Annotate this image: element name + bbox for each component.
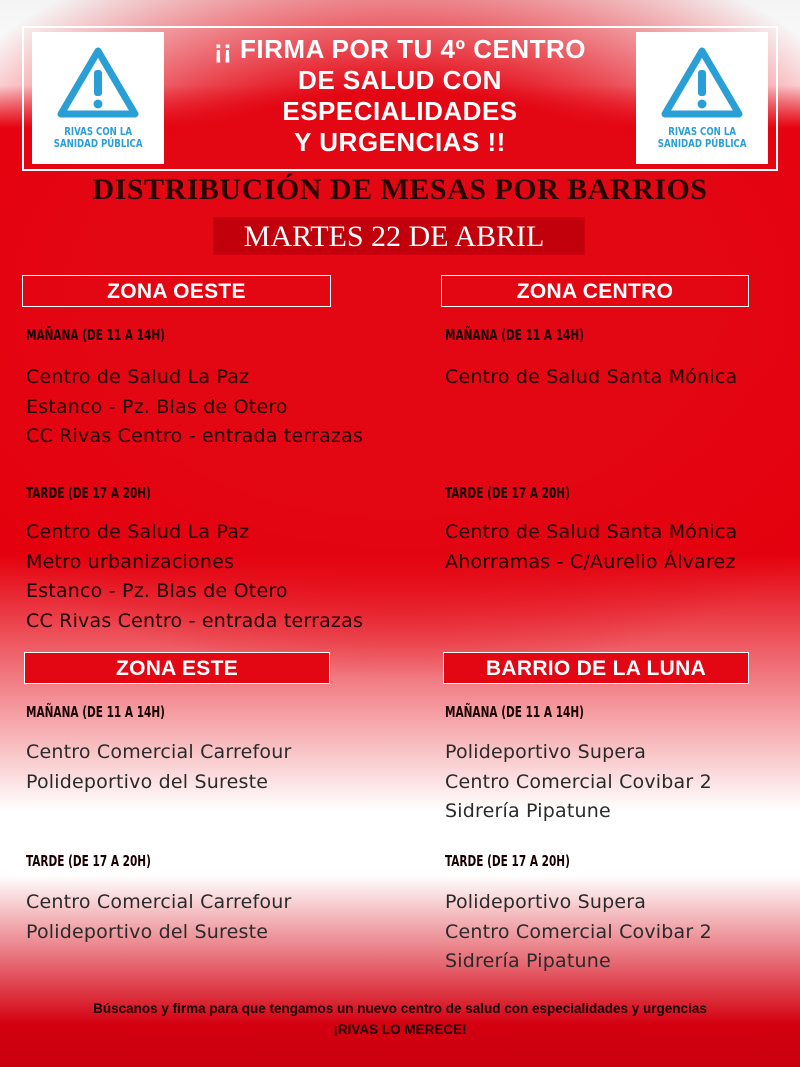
list-item: CC Rivas Centro - entrada terrazas: [26, 425, 364, 447]
footer-line-2: ¡RIVAS LO MERECE!: [333, 1022, 467, 1037]
list-item: Centro Comercial Covibar 2: [445, 770, 712, 793]
list-item: Centro de Salud La Paz: [26, 366, 250, 388]
zone-header-la-luna: BARRIO DE LA LUNA: [443, 652, 749, 684]
morning-list: [445, 738, 712, 827]
list-item: Centro de Salud Santa Mónica: [445, 521, 738, 543]
logo-right: [636, 32, 768, 164]
morning-list: [445, 363, 737, 393]
list-item: Polideportivo Supera: [445, 891, 647, 913]
list-item: Estanco - Pz. Blas de Otero: [26, 395, 288, 418]
afternoon-list: [445, 518, 737, 577]
footer-line-1: Búscanos y firma para que tengamos un nuevo centro de salud con especialidades y urgencias: [93, 1001, 707, 1016]
list-item: Centro Comercial Carrefour: [26, 891, 292, 913]
list-item: Centro de Salud La Paz: [26, 521, 250, 543]
list-item: Sidrería Pipatune: [445, 800, 611, 822]
morning-list: [26, 738, 292, 797]
afternoon-label: TARDE (DE 17 A 20H): [26, 484, 151, 502]
list-item: Polideportivo del Sureste: [26, 770, 269, 793]
logo-text: RIVAS CON LA SANIDAD PÚBLICA: [657, 126, 747, 150]
list-item: Estanco - Pz. Blas de Otero: [26, 580, 288, 602]
afternoon-list: [26, 888, 292, 947]
headline: ¡¡ FIRMA POR TU 4º CENTRO DE SALUD CON ESPECIALIDADES Y URGENCIAS !!: [213, 34, 587, 157]
warning-icon: [660, 46, 744, 120]
list-item: Centro Comercial Covibar 2: [445, 920, 712, 943]
afternoon-list: [445, 888, 712, 977]
zone-header-oeste: ZONA OESTE: [22, 275, 331, 307]
afternoon-label: TARDE (DE 17 A 20H): [445, 852, 570, 870]
logo-text: RIVAS CON LA SANIDAD PÚBLICA: [53, 126, 143, 150]
zone-header-centro: ZONA CENTRO: [441, 275, 749, 307]
morning-label: MAÑANA (DE 11 A 14H): [26, 703, 165, 721]
morning-label: MAÑANA (DE 11 A 14H): [26, 326, 165, 344]
afternoon-label: TARDE (DE 17 A 20H): [445, 484, 570, 502]
afternoon-label: TARDE (DE 17 A 20H): [26, 852, 151, 870]
afternoon-list: [26, 518, 363, 636]
morning-list: [26, 363, 363, 452]
list-item: CC Rivas Centro - entrada terrazas: [26, 609, 364, 632]
logo-left: [32, 32, 164, 164]
list-item: Polideportivo Supera: [445, 741, 647, 763]
page-title: DISTRIBUCIÓN DE MESAS POR BARRIOS: [92, 173, 708, 206]
list-item: Sidrería Pipatune: [445, 950, 611, 972]
morning-label: MAÑANA (DE 11 A 14H): [445, 326, 584, 344]
date-label: MARTES 22 DE ABRIL: [243, 220, 545, 253]
list-item: Metro urbanizaciones: [26, 550, 235, 573]
warning-icon: [56, 46, 140, 120]
zone-header-este: ZONA ESTE: [24, 652, 330, 684]
list-item: Polideportivo del Sureste: [26, 920, 269, 943]
morning-label: MAÑANA (DE 11 A 14H): [445, 703, 584, 721]
list-item: Centro Comercial Carrefour: [26, 741, 292, 763]
list-item: Ahorramas - C/Aurelio Álvarez: [445, 550, 736, 573]
list-item: Centro de Salud Santa Mónica: [445, 366, 738, 388]
